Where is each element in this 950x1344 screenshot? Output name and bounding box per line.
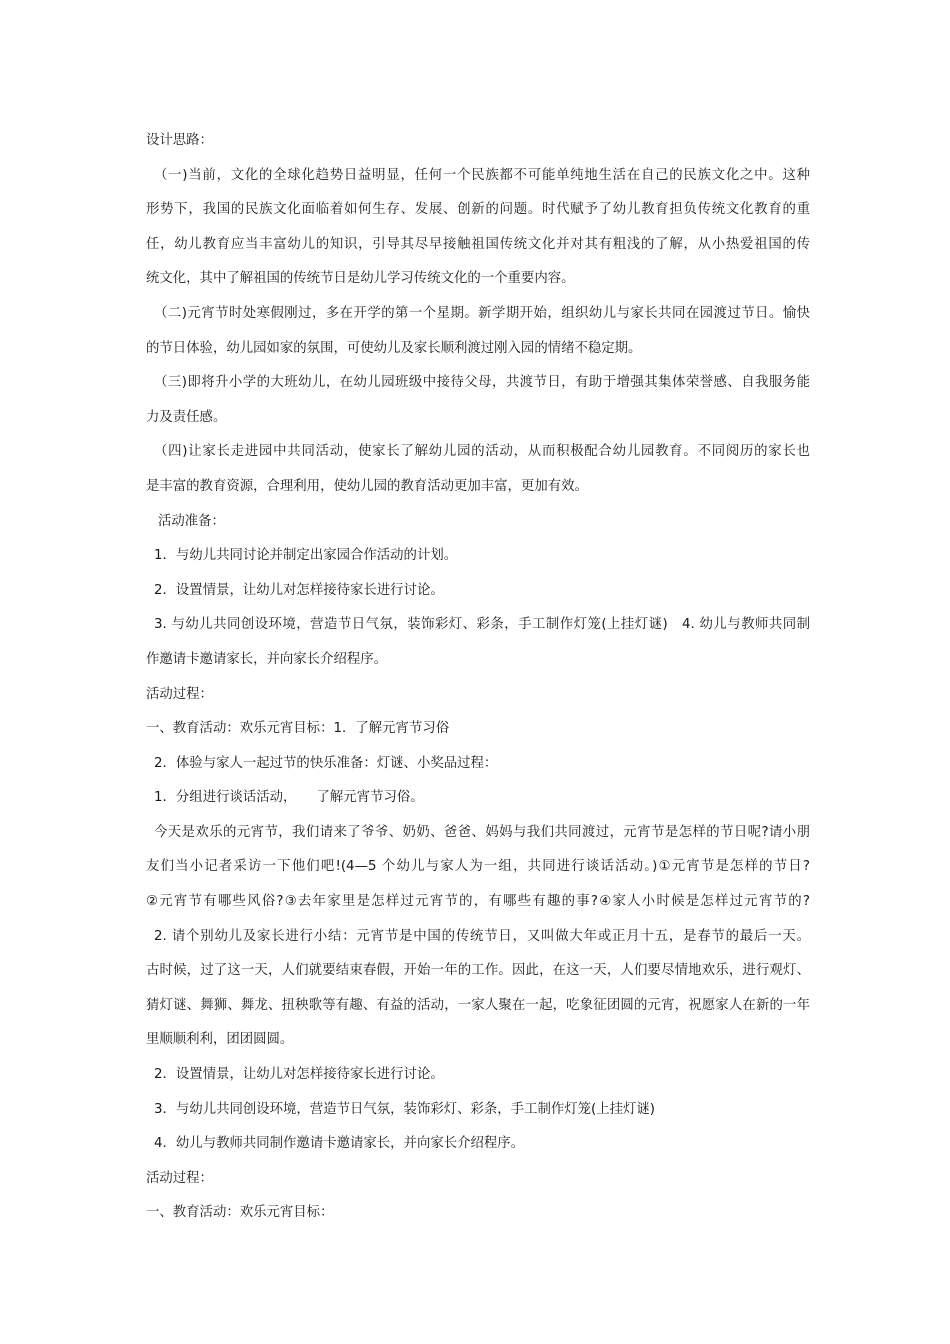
paragraph-line: （一)当前，文化的全球化趋势日益明显，任何一个民族都不可能单纯地生活在自己的民族文化之中。这种 [154,167,810,183]
paragraph-line: 作邀请卡邀请家长，并向家长介绍程序。 [146,651,388,667]
list-item: 2．体验与家人一起过节的快乐准备：灯谜、小奖品过程： [154,755,498,771]
list-item: 4．幼儿与教师共同制作邀请卡邀请家长，并向家长介绍程序。 [154,1136,525,1152]
paragraph-line: 猜灯谜、舞狮、舞龙、扭秧歌等有趣、有益的活动，一家人聚在一起，吃象征团圆的元宵，祝愿家人在新的一年 [146,997,810,1013]
paragraph-line: 统文化，其中了解祖国的传统节日是幼儿学习传统文化的一个重要内容。 [146,271,575,287]
heading-preparation: 活动准备： [158,513,225,529]
paragraph-line: 2. 请个别幼儿及家长进行小结：元宵节是中国的传统节日，又叫做大年或正月十五，是春节的最后一天。 [154,928,810,944]
paragraph-line: 里顺顺利利，团团圆圆。 [146,1032,294,1048]
section-heading: 一、教育活动：欢乐元宵目标： [146,1205,334,1221]
document-body [146,124,810,1231]
paragraph-line: 力及责任感。 [146,409,227,425]
paragraph-line: 形势下，我国的民族文化面临着如何生存、发展、创新的问题。时代赋予了幼儿教育担负传统文化教育的重 [146,202,810,218]
paragraph-line: 友们当小记者采访一下他们吧!(4—5 个幼儿与家人为一组，共同进行谈话活动。)①元宵节是怎样的节日? [146,859,810,875]
paragraph-line: （三)即将升小学的大班幼儿，在幼儿园班级中接待父母，共渡节日，有助于增强其集体荣誉感、自我服务能 [154,375,810,391]
section-heading: 一、教育活动：欢乐元宵目标：1．了解元宵节习俗 [146,721,450,737]
paragraph-line: ②元宵节有哪些风俗?③去年家里是怎样过元宵节的，有哪些有趣的事?④家人小时候是怎样过元宵节的? [146,894,810,910]
paragraph-line: （四)让家长走进园中共同活动，使家长了解幼儿园的活动，从而积极配合幼儿园教育。不同阅历的家长也 [154,444,810,460]
list-item: 2．设置情景，让幼儿对怎样接待家长进行讨论。 [154,582,444,598]
paragraph-line: （二)元宵节时处寒假刚过，多在开学的第一个星期。新学期开始，组织幼儿与家长共同在园渡过节日。愉快 [154,305,810,321]
paragraph-line: 是丰富的教育资源，合理利用，使幼儿园的教育活动更加丰富，更加有效。 [146,478,588,494]
paragraph-line: 古时候，过了这一天，人们就要结束春假，开始一年的工作。因此，在这一天，人们要尽情地欢乐，进行观灯、 [146,963,810,979]
list-item: 1．分组进行谈话活动， 了解元宵节习俗。 [154,790,424,806]
list-item: 1．与幼儿共同讨论并制定出家园合作活动的计划。 [154,548,458,564]
list-item: 2．设置情景，让幼儿对怎样接待家长进行讨论。 [154,1067,444,1083]
paragraph-line: 任，幼儿教育应当丰富幼儿的知识，引导其尽早接触祖国传统文化并对其有粗浅的了解，从小热爱祖国的传 [146,236,810,252]
heading-process: 活动过程： [146,686,213,702]
list-item: 3．与幼儿共同创设环境，营造节日气氛，装饰彩灯、彩条，手工制作灯笼(上挂灯谜) [154,1101,656,1117]
paragraph-line: 的节日体验，幼儿园如家的氛围，可使幼儿及家长顺利渡过刚入园的情绪不稳定期。 [146,340,642,356]
paragraph-line: 今天是欢乐的元宵节，我们请来了爷爷、奶奶、爸爸、妈妈与我们共同渡过，元宵节是怎样的节日呢?请小朋 [154,824,810,840]
heading-design-idea: 设计思路： [146,133,213,148]
heading-process: 活动过程： [146,1170,213,1186]
list-item: 3. 与幼儿共同创设环境，营造节日气氛，装饰彩灯、彩条，手工制作灯笼(上挂灯谜) 4. 幼儿与教师共同制 [154,617,810,633]
